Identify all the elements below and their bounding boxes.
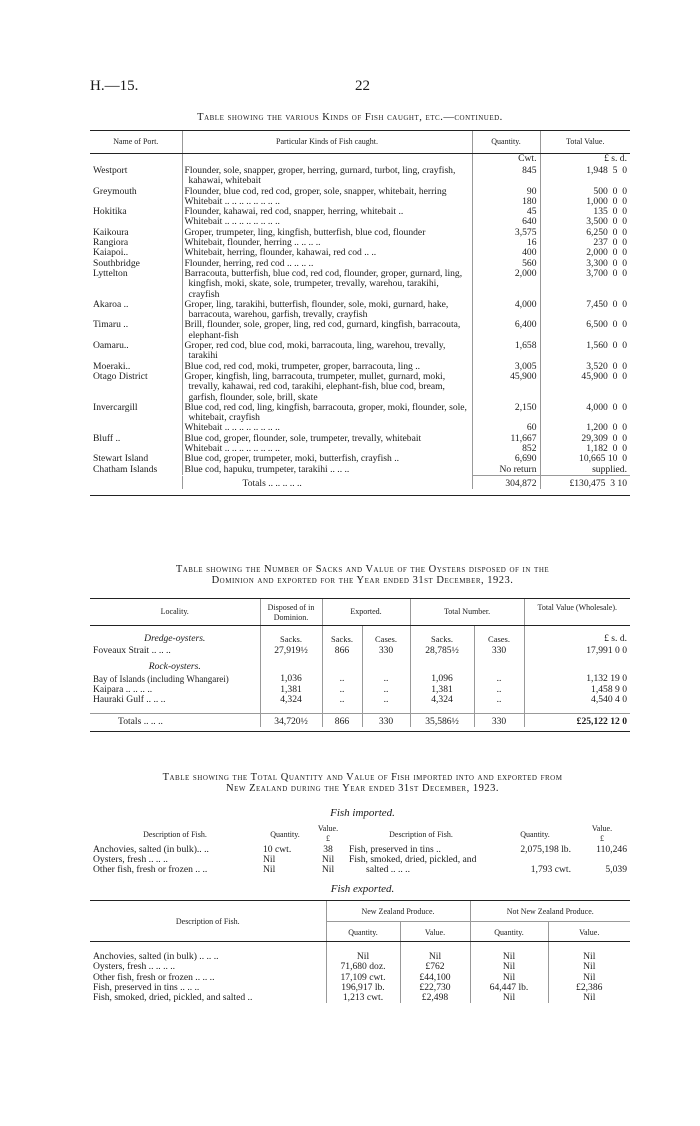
port-name: Southbridge [93,257,140,269]
table3-title-line1: Table showing the Total Quantity and Value of Fish imported into and exported from [162,772,563,783]
imp-col-val-2 [574,822,630,845]
exp-nz-val: £44,100 [400,973,470,983]
exp-o-qty: Nil [470,962,548,972]
locality: Bay of Islands (including Whangarei) [93,674,229,685]
port-name: Otago District [93,370,148,382]
table1-title-text: Table showing the various Kinds of Fish caught, etc.—continued. [197,112,503,123]
imported-table [90,822,630,875]
imp-qty: Nil [263,864,276,876]
total-value: 3,520 0 0 [540,362,630,372]
exp-o-qty: Nil [470,973,548,983]
table-row [90,228,630,238]
exported-heading: Fish exported. [330,883,395,895]
exp-nz-qty: 1,213 cwt. [326,993,400,1003]
fish-kinds: Blue cod, groper, flounder, sole, trumpeter, trevally, whitebait [182,434,472,444]
total-value: supplied. [540,465,630,475]
totals-value: £130,475 3 10 [540,476,630,489]
table-row [90,685,630,695]
exported-table [90,900,630,1003]
port-name: Hokitika [93,206,127,218]
total-value: 6,500 0 0 [540,320,630,341]
table-row [90,320,630,341]
imp-desc: Anchovies, salted (in bulk).. .. [93,843,209,855]
page-number: 22 [355,78,370,94]
disposed: 4,324 [260,695,322,705]
table2-title [90,564,635,586]
exp-o-qty: 64,447 lb. [470,983,548,993]
imp-val: Nil [321,853,335,865]
exp-col-nz-qty: Quantity. [326,921,400,941]
exp-desc: Fish, preserved in tins .. .. .. [93,981,200,993]
totals-value: £25,122 12 0 [524,713,630,727]
exp-col-notnz: Not New Zealand Produce. [470,901,630,921]
port-name: Oamaru.. [93,340,129,352]
table-row [90,187,630,197]
col-quantity: Quantity. [472,131,540,153]
fish-caught-table [90,130,630,496]
totals-exported-sacks: 866 [322,713,362,727]
locality: Hauraki Gulf .. .. .. [93,693,166,705]
table-row [90,454,630,464]
imp-desc: Other fish, fresh or frozen .. .. [93,864,208,876]
port-name: Moeraki.. [93,360,131,372]
fish-kinds: Whitebait .. .. .. .. .. .. .. .. [182,423,472,433]
quantity: 2,150 [472,403,540,424]
unit-cases: Cases. [474,626,524,646]
totals-total-cases: 330 [474,713,524,727]
imp-val: 5,039 [605,864,627,876]
total-value: 10,665 10 0 [540,454,630,464]
quantity: No return [472,465,540,475]
exp-nz-val: £762 [400,962,470,972]
exp-nz-qty: 196,917 lb. [326,983,400,993]
quantity: 16 [472,238,540,248]
totals-quantity: 304,872 [472,476,540,489]
total-value: 237 0 0 [540,238,630,248]
imp-val: 110,246 [596,843,627,855]
quantity: 2,000 [472,269,540,300]
exported-cases: .. [362,695,410,705]
exp-col-nz-val: Value. [400,921,470,941]
disposed: 1,036 [260,674,322,684]
fish-kinds: Groper, ling, tarakihi, butterfish, flounder, sole, moki, gurnard, hake, barracouta, warehou, garfish, trevally, crayfish [182,300,472,321]
exp-o-val: Nil [548,973,630,983]
imp-desc: Fish, preserved in tins .. [349,843,441,855]
fish-kinds: Barracouta, butterfish, blue cod, red cod, flounder, groper, gurnard, ling, kingfish, moki, skate, sole, trumpeter, trevally, warehou, tarakihi, crayfish [182,269,472,300]
val-unit: £ s. d. [540,154,630,166]
imp-qty: 1,793 cwt. [530,864,571,876]
total-value: 1,948 5 0 [540,166,630,187]
table-row [90,372,630,403]
imp-col-val-label: Value. [317,824,339,833]
fish-kinds: Whitebait, herring, flounder, kahawai, red cod .. .. [182,248,472,258]
totals-row [90,476,630,489]
rock-label: Rock-oysters. [148,661,201,673]
total-cases: .. [474,685,524,695]
port-name: Stewart Island [93,453,149,465]
qty-unit: Cwt. [472,154,540,166]
table-row [90,207,630,217]
imp-col-val-unit-2: £ [600,834,604,844]
table1-title [90,112,610,123]
unit-lsd: £ s. d. [524,626,630,646]
table-row [90,300,630,321]
total-cases: 330 [474,646,524,656]
port-name: Invercargill [93,401,138,413]
port-name: Rangiora [93,237,129,249]
exported-cases: .. [362,685,410,695]
total-value: 1,132 19 0 [524,674,630,684]
table-row [90,865,630,875]
table-row [90,248,630,258]
total-value: 7,450 0 0 [540,300,630,321]
quantity: 845 [472,166,540,187]
table-row [90,646,630,656]
exp-nz-qty: 17,109 cwt. [326,973,400,983]
unit-sacks: Sacks. [322,626,362,646]
port-name: Westport [93,165,128,176]
disposed: 27,919½ [260,646,322,656]
total-sacks: 1,381 [410,685,474,695]
imp-desc: Oysters, fresh .. .. .. [93,853,168,865]
port-name: Akaroa .. [93,298,129,310]
exp-desc: Oysters, fresh .. .. .. .. [93,961,176,973]
exp-desc: Anchovies, salted (in bulk) .. .. .. [93,951,219,962]
total-sacks: 1,096 [410,674,474,684]
quantity: 3,575 [472,228,540,238]
imp-col-qty: Quantity. [270,830,300,839]
table-row [90,674,630,684]
imp-val: 38 [323,843,333,855]
exported-cases: 330 [362,646,410,656]
imp-col-desc-2: Description of Fish. [389,830,453,839]
port-name: Lyttelton [93,267,128,279]
fish-kinds: Groper, red cod, blue cod, moki, barracouta, ling, warehou, trevally, tarakihi [182,341,472,362]
total-value: 135 0 0 [540,207,630,217]
unit-cases: Cases. [362,626,410,646]
imp-val: Nil [321,864,335,876]
exp-col-o-val: Value. [548,921,630,941]
quantity: 180 [472,197,540,207]
table-row [90,993,630,1003]
total-value: 1,000 0 0 [540,197,630,207]
fish-kinds: Groper, kingfish, ling, barracouta, trumpeter, mullet, gurnard, moki, trevally, kahawai, red cod, tarakihi, elephant-fish, blue cod, bream, garfish, flounder, sole, brill, skate [182,372,472,403]
exp-col-o-qty: Quantity. [470,921,548,941]
total-value: 1,560 0 0 [540,341,630,362]
imp-col-desc: Description of Fish. [143,830,207,839]
exp-o-qty: Nil [470,952,548,962]
imp-col-val-unit: £ [326,834,330,844]
fish-kinds: Blue cod, hapuku, trumpeter, tarakihi .. .. .. [182,465,472,475]
locality: Foveaux Strait .. .. .. [93,645,171,656]
quantity: 4,000 [472,300,540,321]
exp-nz-qty: Nil [326,952,400,962]
exported-cases: .. [362,674,410,684]
fish-kinds: Whitebait .. .. .. .. .. .. .. .. [182,217,472,227]
col-exported: Exported. [322,599,410,625]
col-total-value: Total Value (Wholesale). [524,599,630,625]
oysters-table [90,598,630,732]
total-value: 1,182 0 0 [540,444,630,454]
totals-label: Totals .. .. .. .. .. [182,476,472,489]
imported-heading: Fish imported. [330,807,395,819]
table-row [90,341,630,362]
total-value: 1,458 9 0 [524,685,630,695]
totals-label: Totals .. .. .. [118,715,163,727]
dredge-label: Dredge-oysters. [144,633,206,644]
imp-desc: salted .. .. .. [366,864,410,876]
port-name: Kaiapoi.. [93,247,129,259]
exp-nz-val: £2,498 [400,993,470,1003]
fish-kinds: Blue cod, red cod, ling, kingfish, barracouta, groper, moki, flounder, sole, whitebait, crayfish [182,403,472,424]
fish-kinds: Blue cod, red cod, moki, trumpeter, groper, barracouta, ling .. [182,362,472,372]
exp-o-qty: Nil [470,993,548,1003]
quantity: 1,658 [472,341,540,362]
quantity: 3,005 [472,362,540,372]
fish-kinds: Whitebait .. .. .. .. .. .. .. .. [182,197,472,207]
port-name: Bluff .. [93,432,121,444]
quantity: 852 [472,444,540,454]
total-value: 6,250 0 0 [540,228,630,238]
total-value: 500 0 0 [540,187,630,197]
col-total-number: Total Number. [410,599,524,625]
table2-title-line1: Table showing the Number of Sacks and Value of the Oysters disposed of in the [175,564,550,575]
exp-o-val: £2,386 [548,983,630,993]
total-value: 3,700 0 0 [540,269,630,300]
imp-col-val-label-2: Value. [591,824,613,833]
port-name: Timaru .. [93,319,129,331]
table3-title-line2: New Zealand during the Year ended 31st December, 1923. [226,783,499,794]
port-name: Kaikoura [93,226,129,238]
totals-exported-cases: 330 [362,713,410,727]
document-code: H.—15. [90,78,139,94]
total-sacks: 4,324 [410,695,474,705]
quantity: 11,667 [472,434,540,444]
exported-sacks: .. [322,685,362,695]
fish-kinds: Whitebait .. .. .. .. .. .. .. .. [182,444,472,454]
exp-o-val: Nil [548,993,630,1003]
total-value: 4,540 4 0 [524,695,630,705]
total-value: 3,300 0 0 [540,259,630,269]
fish-kinds: Flounder, kahawai, red cod, snapper, herring, whitebait .. [182,207,472,217]
table3-title [90,772,635,794]
fish-kinds: Flounder, sole, snapper, groper, herring, gurnard, turbot, ling, crayfish, kahawai, whitebait [182,166,472,187]
total-sacks: 28,785½ [410,646,474,656]
imp-qty: 2,075,198 lb. [520,843,571,855]
total-value: 4,000 0 0 [540,403,630,424]
fish-kinds: Whitebait, flounder, herring .. .. .. .. [182,238,472,248]
quantity: 90 [472,187,540,197]
imp-qty: 10 cwt. [263,843,292,855]
total-value: 29,309 0 0 [540,434,630,444]
imp-col-qty-2: Quantity. [520,830,550,839]
table-row [90,434,630,444]
total-value: 3,500 0 0 [540,217,630,227]
unit-sacks: Sacks. [410,626,474,646]
totals-total-sacks: 35,586½ [410,713,474,727]
port-name: Greymouth [93,185,137,197]
table2-title-line2: Dominion and exported for the Year ended 31st December, 1923. [211,575,514,586]
fish-kinds: Brill, flounder, sole, groper, ling, red cod, gurnard, kingfish, barracouta, elephant-fish [182,320,472,341]
totals-disposed: 34,720½ [260,713,322,727]
total-value: 45,900 0 0 [540,372,630,403]
port-name: Chatham Islands [93,463,158,475]
quantity: 400 [472,248,540,258]
exp-nz-val: £22,730 [400,983,470,993]
fish-kinds: Blue cod, groper, trumpeter, moki, butterfish, crayfish .. [182,454,472,464]
table-row [90,465,630,475]
exported-sacks: .. [322,695,362,705]
fish-kinds: Groper, trumpeter, ling, kingfish, butterfish, blue cod, flounder [182,228,472,238]
total-cases: .. [474,695,524,705]
exp-nz-val: Nil [400,952,470,962]
exp-desc: Fish, smoked, dried, pickled, and salted .. [93,992,253,1004]
quantity: 45,900 [472,372,540,403]
fish-kinds: Flounder, blue cod, red cod, groper, sole, snapper, whitebait, herring [182,187,472,197]
exp-desc: Other fish, fresh or frozen .. .. .. [93,971,215,983]
exp-col-nz: New Zealand Produce. [326,901,470,921]
col-value: Total Value. [540,131,630,153]
col-port: Name of Port. [113,137,159,146]
quantity: 640 [472,217,540,227]
exp-o-val: Nil [548,962,630,972]
total-value: 2,000 0 0 [540,248,630,258]
col-kinds: Particular Kinds of Fish caught. [182,131,472,153]
total-cases: .. [474,674,524,684]
table-row [90,403,630,424]
col-locality: Locality. [160,607,189,616]
exported-sacks: 866 [322,646,362,656]
exp-col-desc: Description of Fish. [175,917,240,926]
table-row [90,166,630,187]
col-disposed: Disposed of in Dominion. [260,599,322,625]
quantity: 6,690 [472,454,540,464]
exp-nz-qty: 71,680 doz. [326,962,400,972]
quantity: 45 [472,207,540,217]
total-value: 1,200 0 0 [540,423,630,433]
exp-o-val: Nil [548,952,630,962]
table-row [90,269,630,300]
total-value: 17,991 0 0 [524,646,630,656]
locality: Kaipara .. .. .. .. [93,683,153,695]
quantity: 60 [472,423,540,433]
quantity: 560 [472,259,540,269]
totals-row [90,713,630,727]
imp-desc: Fish, smoked, dried, pickled, and [349,853,477,865]
imp-col-val [310,822,346,845]
imp-qty: Nil [263,853,276,865]
disposed: 1,381 [260,685,322,695]
exported-sacks: .. [322,674,362,684]
table-row [90,695,630,705]
quantity: 6,400 [472,320,540,341]
unit-sacks: Sacks. [260,626,322,646]
fish-kinds: Flounder, herring, red cod .. .. .. .. [182,259,472,269]
